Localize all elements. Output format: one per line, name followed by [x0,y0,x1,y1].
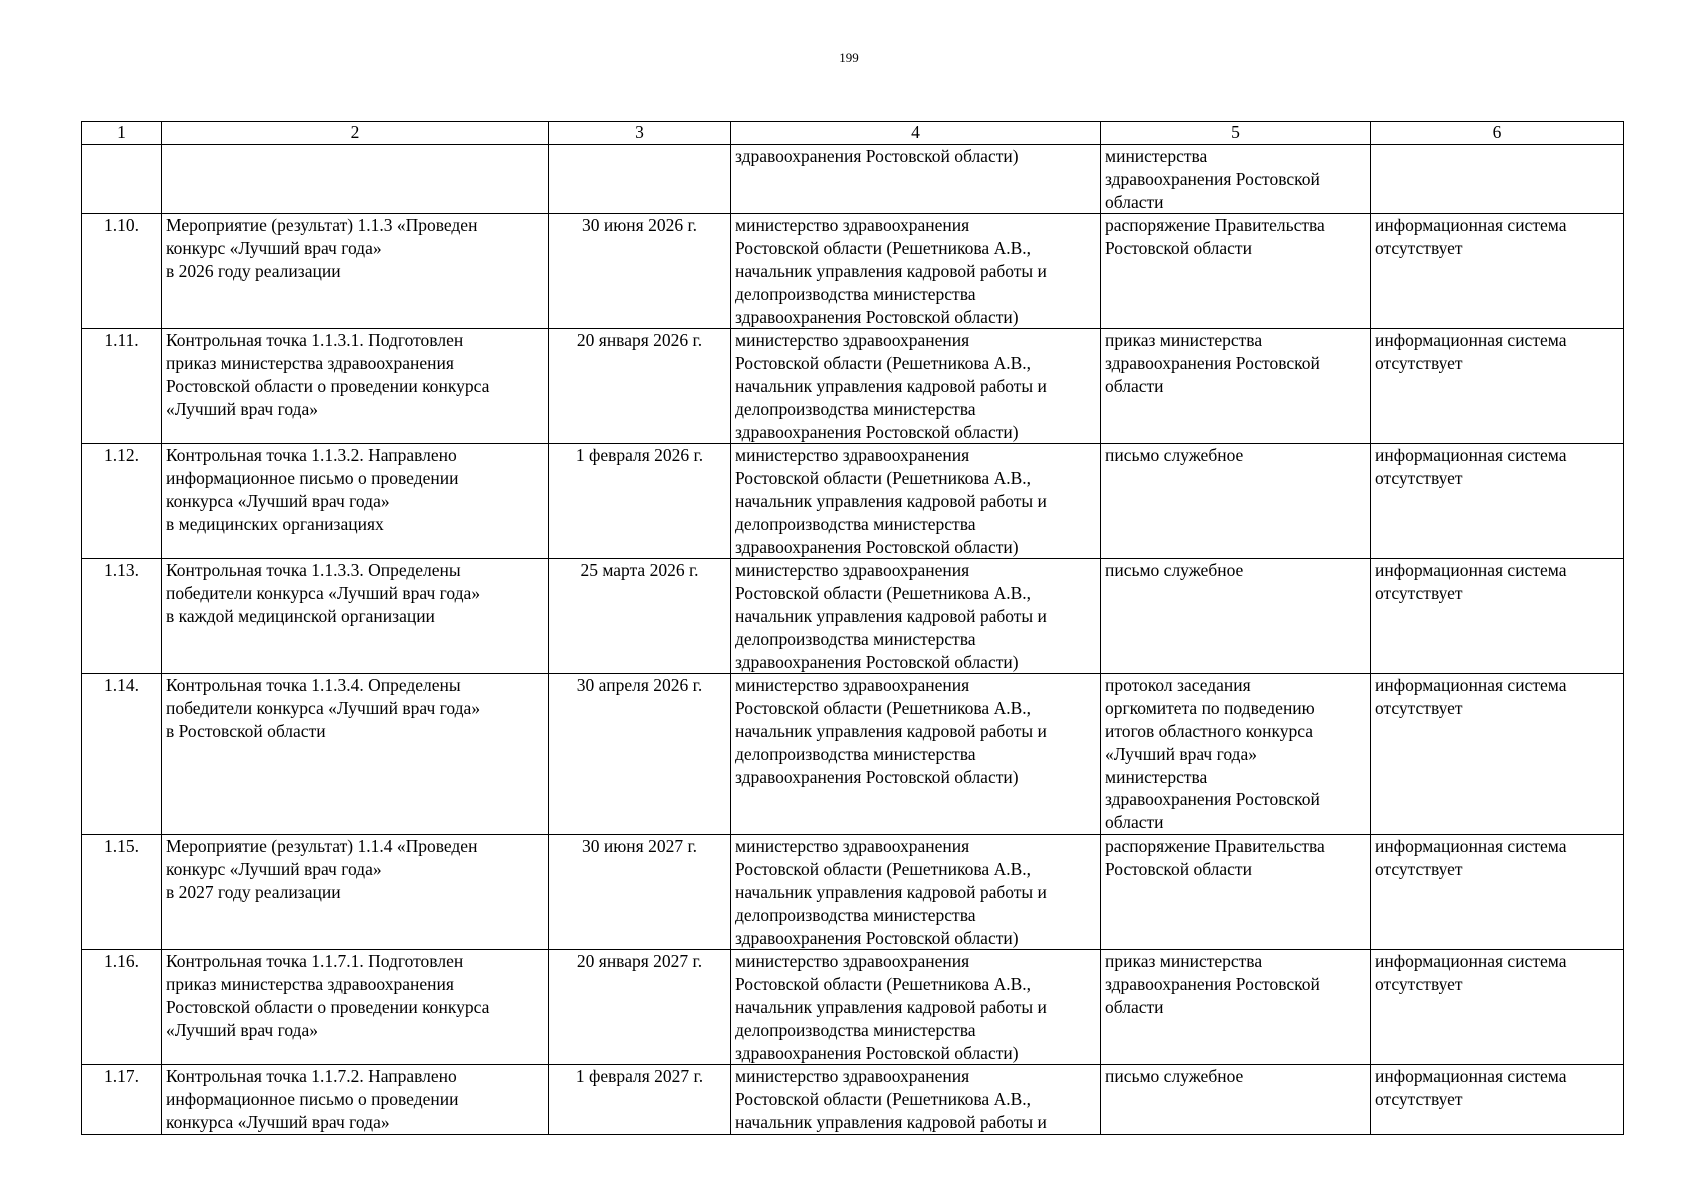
row-title: Контрольная точка 1.1.7.2. Направлено информационное письмо о проведении конкурса «Лучший врач года» [162,1065,549,1134]
column-header: 5 [1101,122,1371,145]
row-system: информационная система отсутствует [1371,559,1624,674]
row-title: Контрольная точка 1.1.7.1. Подготовлен приказ министерства здравоохранения Ростовской области о проведении конкурса «Лучший врач года» [162,950,549,1065]
table-row [82,674,1624,835]
table-row [82,329,1624,444]
row-document: приказ министерства здравоохранения Ростовской области [1101,950,1371,1065]
row-document: письмо служебное [1101,444,1371,559]
column-header: 2 [162,122,549,145]
row-title: Контрольная точка 1.1.3.2. Направлено информационное письмо о проведении конкурса «Лучший врач года» в медицинских организациях [162,444,549,559]
row-number: 1.15. [82,835,162,950]
row-number: 1.17. [82,1065,162,1134]
row-number: 1.10. [82,214,162,329]
row-responsible: министерство здравоохранения Ростовской области (Решетникова А.В., начальник управления кадровой работы и делопроизводства министерства здравоохранения Ростовской области) [731,835,1101,950]
column-header: 6 [1371,122,1624,145]
page-number: 199 [839,50,859,65]
row-document: письмо служебное [1101,559,1371,674]
row-number [82,145,162,214]
column-header: 3 [549,122,731,145]
row-responsible: министерство здравоохранения Ростовской области (Решетникова А.В., начальник управления кадровой работы и [731,1065,1101,1134]
table-row [82,835,1624,950]
row-system: информационная система отсутствует [1371,950,1624,1065]
row-date: 30 июня 2026 г. [549,214,731,329]
row-responsible: здравоохранения Ростовской области) [731,145,1101,214]
row-document: приказ министерства здравоохранения Ростовской области [1101,329,1371,444]
row-date: 20 января 2027 г. [549,950,731,1065]
row-date: 30 апреля 2026 г. [549,674,731,835]
row-date: 1 февраля 2026 г. [549,444,731,559]
row-responsible: министерство здравоохранения Ростовской области (Решетникова А.В., начальник управления кадровой работы и делопроизводства министерства здравоохранения Ростовской области) [731,329,1101,444]
row-title: Контрольная точка 1.1.3.4. Определены победители конкурса «Лучший врач года» в Ростовской области [162,674,549,835]
row-date: 1 февраля 2027 г. [549,1065,731,1134]
row-number: 1.12. [82,444,162,559]
header-row [82,122,1624,145]
row-system: информационная система отсутствует [1371,444,1624,559]
row-responsible: министерство здравоохранения Ростовской области (Решетникова А.В., начальник управления кадровой работы и делопроизводства министерства здравоохранения Ростовской области) [731,444,1101,559]
row-system: информационная система отсутствует [1371,674,1624,835]
row-title: Мероприятие (результат) 1.1.4 «Проведен конкурс «Лучший врач года» в 2027 году реализации [162,835,549,950]
row-responsible: министерство здравоохранения Ростовской области (Решетникова А.В., начальник управления кадровой работы и делопроизводства министерства здравоохранения Ростовской области) [731,950,1101,1065]
row-system: информационная система отсутствует [1371,214,1624,329]
row-document: протокол заседания оргкомитета по подведению итогов областного конкурса «Лучший врач года» министерства здравоохранения Ростовской области [1101,674,1371,835]
row-document: распоряжение Правительства Ростовской области [1101,835,1371,950]
row-responsible: министерство здравоохранения Ростовской области (Решетникова А.В., начальник управления кадровой работы и делопроизводства министерства здравоохранения Ростовской области) [731,214,1101,329]
row-number: 1.13. [82,559,162,674]
row-date: 20 января 2026 г. [549,329,731,444]
row-number: 1.11. [82,329,162,444]
row-number: 1.14. [82,674,162,835]
row-title: Контрольная точка 1.1.3.3. Определены победители конкурса «Лучший врач года» в каждой медицинской организации [162,559,549,674]
row-date: 25 марта 2026 г. [549,559,731,674]
table-row [82,214,1624,329]
row-title [162,145,549,214]
row-responsible: министерство здравоохранения Ростовской области (Решетникова А.В., начальник управления кадровой работы и делопроизводства министерства здравоохранения Ростовской области) [731,674,1101,835]
row-system: информационная система отсутствует [1371,1065,1624,1134]
row-date [549,145,731,214]
column-header: 1 [82,122,162,145]
row-date: 30 июня 2027 г. [549,835,731,950]
table-row [82,559,1624,674]
row-system: информационная система отсутствует [1371,835,1624,950]
row-document: письмо служебное [1101,1065,1371,1134]
row-document: министерства здравоохранения Ростовской области [1101,145,1371,214]
table-row [82,1065,1624,1134]
column-header: 4 [731,122,1101,145]
row-number: 1.16. [82,950,162,1065]
table-row [82,950,1624,1065]
row-document: распоряжение Правительства Ростовской области [1101,214,1371,329]
row-system: информационная система отсутствует [1371,329,1624,444]
row-system [1371,145,1624,214]
plan-table [81,121,1624,1135]
row-responsible: министерство здравоохранения Ростовской области (Решетникова А.В., начальник управления кадровой работы и делопроизводства министерства здравоохранения Ростовской области) [731,559,1101,674]
row-title: Контрольная точка 1.1.3.1. Подготовлен приказ министерства здравоохранения Ростовской области о проведении конкурса «Лучший врач года» [162,329,549,444]
row-title: Мероприятие (результат) 1.1.3 «Проведен конкурс «Лучший врач года» в 2026 году реализации [162,214,549,329]
table-row [82,145,1624,214]
table-row [82,444,1624,559]
